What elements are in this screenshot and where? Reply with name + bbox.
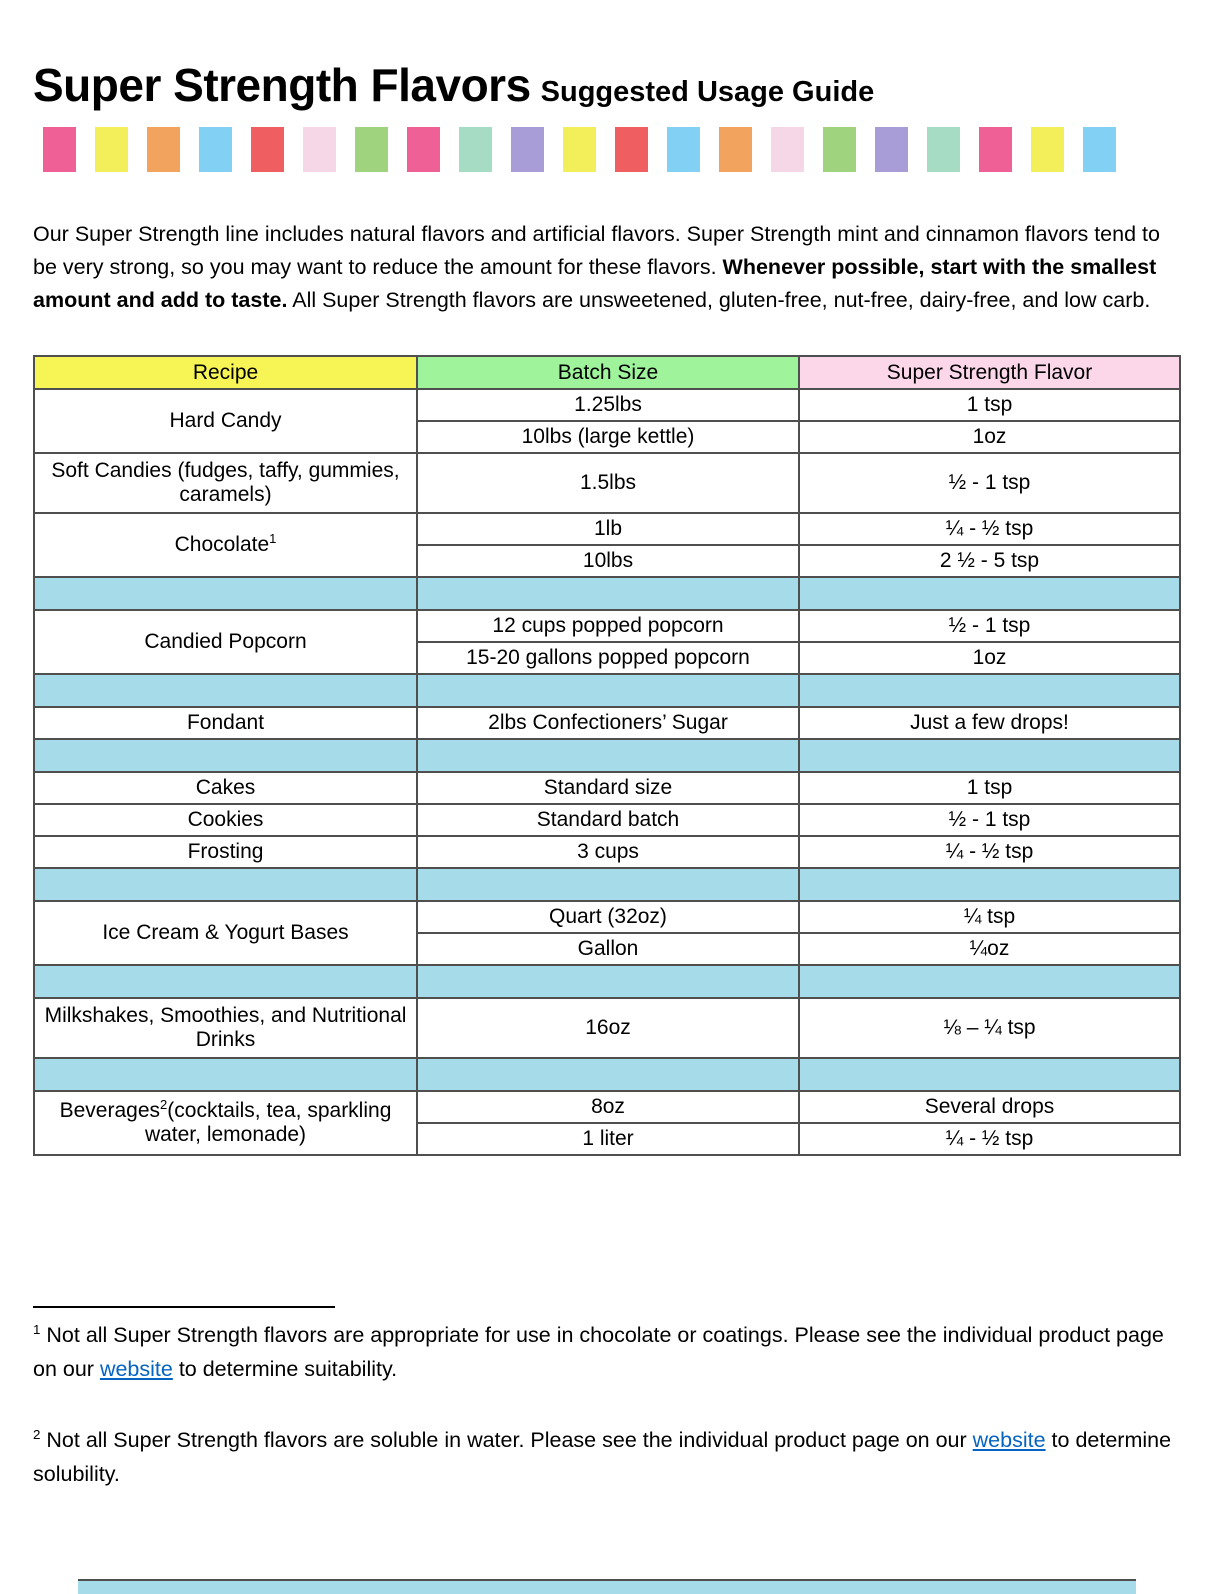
recipe-cell: Milkshakes, Smoothies, and Nutritional Drinks bbox=[34, 998, 417, 1058]
recipe-cell: Frosting bbox=[34, 836, 417, 868]
column-header: Batch Size bbox=[417, 356, 799, 389]
flavor-cell: 1 tsp bbox=[799, 772, 1180, 804]
next-page-table-sliver bbox=[78, 1579, 1136, 1594]
color-square bbox=[95, 127, 128, 172]
batch-cell: 1 liter bbox=[417, 1123, 799, 1155]
color-square bbox=[511, 127, 544, 172]
column-header: Super Strength Flavor bbox=[799, 356, 1180, 389]
recipe-cell: Candied Popcorn bbox=[34, 610, 417, 674]
batch-cell: 1.5lbs bbox=[417, 453, 799, 513]
color-square bbox=[875, 127, 908, 172]
flavor-cell: Several drops bbox=[799, 1091, 1180, 1123]
color-square bbox=[43, 127, 76, 172]
table-row bbox=[34, 836, 1180, 868]
table-row bbox=[34, 610, 1180, 642]
flavor-cell: 1oz bbox=[799, 642, 1180, 674]
separator-row bbox=[34, 577, 1180, 610]
separator-cell bbox=[417, 965, 799, 998]
batch-cell: Standard batch bbox=[417, 804, 799, 836]
flavor-cell: ½ - 1 tsp bbox=[799, 610, 1180, 642]
batch-cell: 8oz bbox=[417, 1091, 799, 1123]
flavor-cell: ½ - 1 tsp bbox=[799, 804, 1180, 836]
batch-cell: Standard size bbox=[417, 772, 799, 804]
batch-cell: 15-20 gallons popped popcorn bbox=[417, 642, 799, 674]
batch-cell: Quart (32oz) bbox=[417, 901, 799, 933]
separator-cell bbox=[417, 868, 799, 901]
column-header: Recipe bbox=[34, 356, 417, 389]
separator-cell bbox=[34, 674, 417, 707]
footnote-marker: 2 bbox=[160, 1097, 168, 1112]
separator-cell bbox=[799, 1058, 1180, 1091]
separator-cell bbox=[34, 1058, 417, 1091]
flavor-cell: ¼ - ½ tsp bbox=[799, 1123, 1180, 1155]
separator-cell bbox=[34, 868, 417, 901]
footnotes-section bbox=[33, 1306, 1183, 1491]
separator-row bbox=[34, 1058, 1180, 1091]
color-square bbox=[979, 127, 1012, 172]
separator-cell bbox=[417, 674, 799, 707]
table-row bbox=[34, 998, 1180, 1058]
footnote: $^1$ Not all Super Strength flavors are appropriate for use in chocolate or coatings. Please see the individual product page on our website to determine suitability. bbox=[33, 1321, 1164, 1381]
flavor-cell: ½ - 1 tsp bbox=[799, 453, 1180, 513]
recipe-cell: Cookies bbox=[34, 804, 417, 836]
table-row bbox=[34, 389, 1180, 421]
batch-cell: 1lb bbox=[417, 513, 799, 545]
recipe-cell: Soft Candies (fudges, taffy, gummies, caramels) bbox=[34, 453, 417, 513]
batch-cell: 1.25lbs bbox=[417, 389, 799, 421]
color-square bbox=[459, 127, 492, 172]
color-square bbox=[615, 127, 648, 172]
separator-row bbox=[34, 674, 1180, 707]
batch-cell: 10lbs (large kettle) bbox=[417, 421, 799, 453]
footnote-number: 2 bbox=[33, 1426, 41, 1442]
batch-cell: 12 cups popped popcorn bbox=[417, 610, 799, 642]
table-row bbox=[34, 772, 1180, 804]
color-square bbox=[771, 127, 804, 172]
batch-cell: Gallon bbox=[417, 933, 799, 965]
recipe-cell: Hard Candy bbox=[34, 389, 417, 453]
footnote-number: 1 bbox=[33, 1321, 41, 1337]
table-row bbox=[34, 901, 1180, 933]
recipe-cell: Chocolate$^1$ bbox=[34, 513, 417, 577]
table-row bbox=[34, 707, 1180, 739]
separator-cell bbox=[799, 965, 1180, 998]
color-square bbox=[407, 127, 440, 172]
intro-text-2: All Super Strength flavors are unsweetened, gluten-free, nut-free, dairy-free, and low carb. bbox=[287, 287, 1151, 312]
color-square bbox=[667, 127, 700, 172]
flavor-cell: Just a few drops! bbox=[799, 707, 1180, 739]
separator-row bbox=[34, 965, 1180, 998]
separator-cell bbox=[799, 868, 1180, 901]
table-row bbox=[34, 513, 1180, 545]
color-square bbox=[199, 127, 232, 172]
separator-cell bbox=[799, 577, 1180, 610]
website-link[interactable]: website bbox=[972, 1428, 1046, 1452]
separator-cell bbox=[34, 739, 417, 772]
color-square bbox=[355, 127, 388, 172]
separator-cell bbox=[799, 674, 1180, 707]
title-main: Super Strength Flavors bbox=[33, 59, 531, 111]
separator-cell bbox=[417, 739, 799, 772]
footnote: $^2$ Not all Super Strength flavors are soluble in water. Please see the individual product page on our website to determine solubility. bbox=[33, 1426, 1172, 1486]
color-stripe bbox=[43, 127, 1116, 172]
color-square bbox=[823, 127, 856, 172]
usage-guide-table bbox=[33, 355, 1181, 1156]
color-square bbox=[303, 127, 336, 172]
recipe-cell: Beverages$^2$(cocktails, tea, sparkling water, lemonade) bbox=[34, 1091, 417, 1155]
flavor-cell: 2 ½ - 5 tsp bbox=[799, 545, 1180, 577]
website-link[interactable]: website bbox=[99, 1357, 173, 1381]
recipe-cell: Cakes bbox=[34, 772, 417, 804]
separator-row bbox=[34, 868, 1180, 901]
flavor-cell: ¼ - ½ tsp bbox=[799, 836, 1180, 868]
flavor-cell: ⅛ – ¼ tsp bbox=[799, 998, 1180, 1058]
color-square bbox=[927, 127, 960, 172]
color-square bbox=[251, 127, 284, 172]
separator-row bbox=[34, 739, 1180, 772]
batch-cell: 10lbs bbox=[417, 545, 799, 577]
color-square bbox=[719, 127, 752, 172]
flavor-cell: 1oz bbox=[799, 421, 1180, 453]
table-header-row bbox=[34, 356, 1180, 389]
footnote-separator-line bbox=[33, 1306, 335, 1308]
flavor-cell: ¼ tsp bbox=[799, 901, 1180, 933]
color-square bbox=[563, 127, 596, 172]
color-square bbox=[147, 127, 180, 172]
recipe-cell: Fondant bbox=[34, 707, 417, 739]
usage-table-body bbox=[34, 389, 1180, 1155]
title-subtitle: Suggested Usage Guide bbox=[540, 76, 875, 108]
batch-cell: 16oz bbox=[417, 998, 799, 1058]
separator-cell bbox=[34, 965, 417, 998]
separator-cell bbox=[34, 577, 417, 610]
intro-text-bold: Whenever possible, start with the smallest amount and add to taste. bbox=[33, 254, 1157, 312]
intro-paragraph bbox=[33, 218, 1183, 317]
separator-cell bbox=[417, 1058, 799, 1091]
flavor-cell: ¼oz bbox=[799, 933, 1180, 965]
separator-cell bbox=[417, 577, 799, 610]
footnote-marker: 1 bbox=[269, 531, 277, 546]
flavor-cell: ¼ - ½ tsp bbox=[799, 513, 1180, 545]
batch-cell: 3 cups bbox=[417, 836, 799, 868]
separator-cell bbox=[799, 739, 1180, 772]
color-square bbox=[1083, 127, 1116, 172]
table-row bbox=[34, 453, 1180, 513]
color-square bbox=[1031, 127, 1064, 172]
page-title bbox=[33, 58, 1181, 112]
batch-cell: 2lbs Confectioners’ Sugar bbox=[417, 707, 799, 739]
table-row bbox=[34, 1091, 1180, 1123]
flavor-cell: 1 tsp bbox=[799, 389, 1180, 421]
intro-text-1: Our Super Strength line includes natural flavors and artificial flavors. Super Strength mint and cinnamon flavors tend to be very strong, so you may want to reduce the amount for these flavors. bbox=[33, 221, 1160, 279]
recipe-cell: Ice Cream & Yogurt Bases bbox=[34, 901, 417, 965]
table-row bbox=[34, 804, 1180, 836]
